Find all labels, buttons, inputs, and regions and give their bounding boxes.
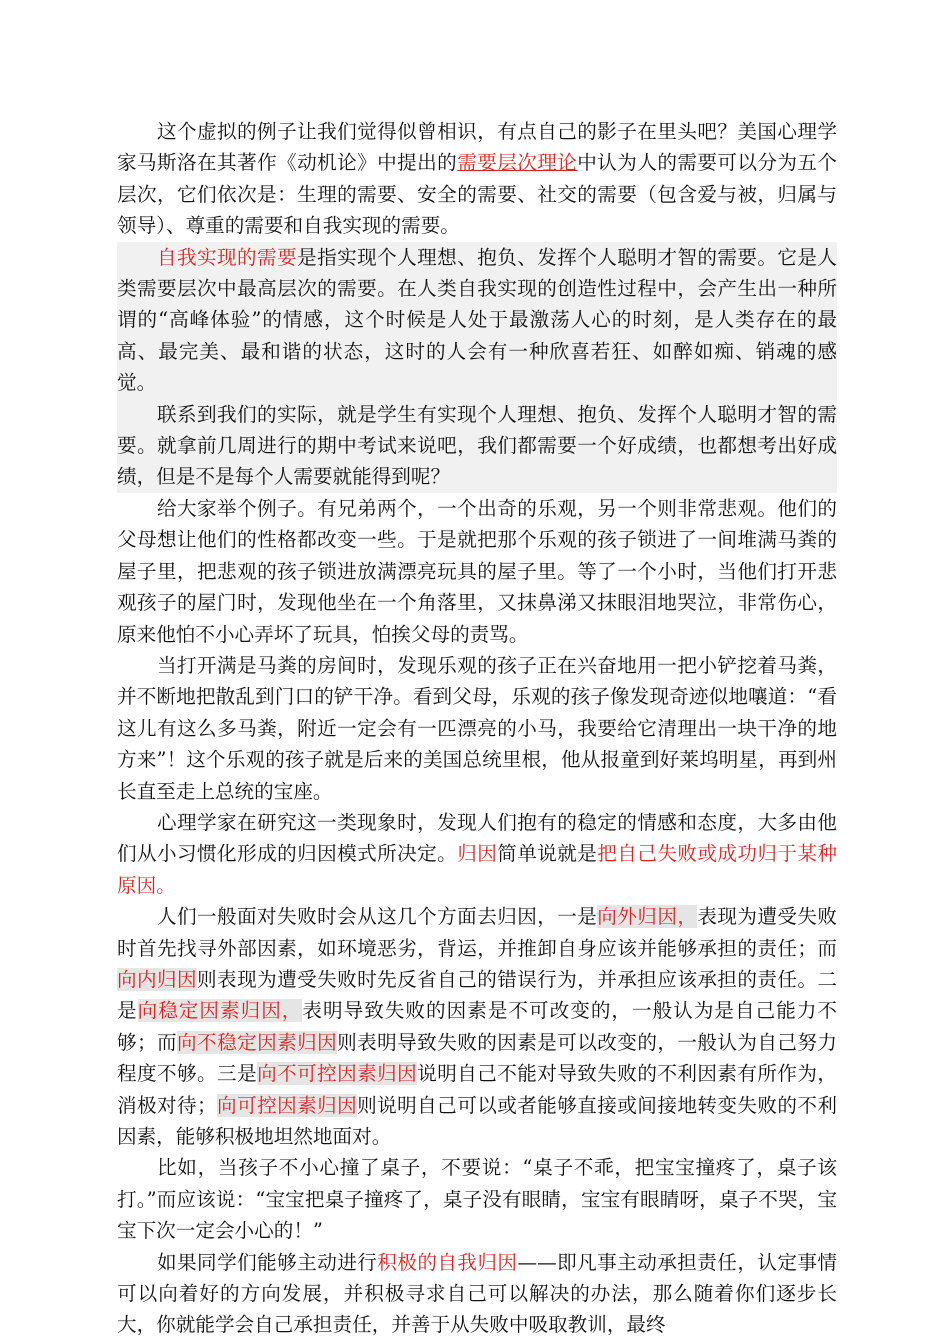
highlighted-term: 自我实现的需要 bbox=[157, 245, 298, 269]
text-run: 是指实现个人理想、抱负、发挥个人聪明才智的需要。它是人类需要层次中最高层次的需要。在人类自我实现的创造性过程中，会产生出一种所谓的“高峰体验”的情感，这个时候是人处于最激荡人心的时刻，是人类存在的最高、最完美、最和谐的状态，这时的人会有一种欣喜若狂、如醉如痴、销魂的感觉。 bbox=[117, 245, 838, 395]
highlighted-term: 向可控因素归因 bbox=[216, 1093, 358, 1117]
highlighted-term: 需要层次理论 bbox=[457, 151, 578, 175]
document-body bbox=[117, 116, 837, 1341]
text-run: 则表明导致失败的因素是可以改变的，一般认为自己努力程度不够。三是 bbox=[117, 1030, 838, 1086]
text-run: 则说明自己可以或者能够直接或间接地转变失败的不利因素，能够积极地坦然地面对。 bbox=[117, 1093, 838, 1148]
paragraph-self-actualization bbox=[117, 242, 837, 399]
text-run: 中认为人的需要可以分为五个层次，它们依次是：生理的需要、安全的需要、社交的需要（包含爱与被，归属与领导）、尊重的需要和自我实现的需要。 bbox=[117, 151, 838, 238]
paragraph-positive-attribution bbox=[117, 1247, 837, 1341]
highlighted-term: 向不可控因素归因 bbox=[257, 1062, 418, 1086]
paragraph-table-example bbox=[117, 1152, 837, 1246]
highlighted-term: 向稳定因素归因， bbox=[137, 999, 303, 1023]
text-run: 如果同学们能够主动进行 bbox=[157, 1250, 378, 1274]
highlighted-term: 积极的自我归因 bbox=[377, 1250, 518, 1274]
paragraph-attribution-types bbox=[117, 901, 837, 1152]
paragraph-attribution-definition bbox=[117, 807, 837, 901]
paragraph-maslow-intro bbox=[117, 116, 837, 242]
text-run: 则表现为遭受失败时先反省自己的错误行为，并承担应该承担的责任。二是 bbox=[117, 967, 837, 1023]
text-run: 心理学家在研究这一类现象时，发现人们抱有的稳定的情感和态度，大多由他们从小习惯化形成的归因模式所决定。 bbox=[117, 810, 837, 866]
text-run: 给大家举个例子。有兄弟两个，一个出奇的乐观，另一个则非常悲观。他们的父母想让他们的性格都改变一些。于是就把那个乐观的孩子锁进了一间堆满马粪的屋子里，把悲观的孩子锁进放满漂亮玩具的屋子里。等了一个小时，当他们打开悲观孩子的屋门时，发现他坐在一个角落里，又抹鼻涕又抹眼泪地哭泣，非常伤心，原来他怕不小心弄坏了玩具，怕挨父母的责骂。 bbox=[117, 496, 837, 646]
paragraph-reagan-story bbox=[117, 650, 837, 807]
text-run: 当打开满是马粪的房间时，发现乐观的孩子正在兴奋地用一把小铲挖着马粪，并不断地把散乱到门口的铲干净。看到父母，乐观的孩子像发现奇迹似地嚷道：“看这儿有这么多马粪，附近一定会有一匹漂亮的小马，我要给它清理出一块干净的地方来”！这个乐观的孩子就是后来的美国总统里根，他从报童到好莱坞明星，再到州长直至走上总统的宝座。 bbox=[117, 653, 837, 803]
highlighted-term: 向外归因， bbox=[597, 905, 698, 929]
paragraph-students-needs bbox=[117, 399, 837, 493]
text-run: 比如，当孩子不小心撞了桌子，不要说：“桌子不乖，把宝宝撞疼了，桌子该打。”而应该说：“宝宝把桌子撞疼了，桌子没有眼睛，宝宝有眼睛呀，桌子不哭，宝宝下次一定会小心的！” bbox=[117, 1156, 837, 1243]
highlighted-term: 向内归因 bbox=[117, 967, 198, 991]
text-run: 表明导致失败的因素是不可改变的，一般认为是自己能力不够；而 bbox=[117, 999, 838, 1054]
text-run: 人们一般面对失败时会从这几个方面去归因，一是 bbox=[157, 905, 598, 929]
text-run: 简单说就是 bbox=[497, 842, 598, 866]
highlighted-term: 向不稳定因素归因 bbox=[177, 1030, 338, 1054]
text-run: ——即凡事主动承担责任，认定事情可以向着好的方向发展，并积极寻求自己可以解决的办法，那么随着你们逐步长大，你就能学会自己承担责任，并善于从失败中吸取教训，最终 bbox=[117, 1250, 838, 1337]
highlighted-term: 把自己失败或成功归于某种原因。 bbox=[117, 842, 838, 897]
text-run: 这个虚拟的例子让我们觉得似曾相识，有点自己的影子在里头吧？美国心理学家马斯洛在其著作《动机论》中提出的 bbox=[117, 120, 837, 175]
paragraph-brothers-example bbox=[117, 493, 837, 650]
text-run: 联系到我们的实际，就是学生有实现个人理想、抱负、发挥个人聪明才智的需要。就拿前几周进行的期中考试来说吧，我们都需要一个好成绩，也都想考出好成绩，但是不是每个人需要就能得到呢？ bbox=[117, 402, 837, 489]
text-run: 说明自己不能对导致失败的不利因素有所作为，消极对待； bbox=[117, 1062, 838, 1117]
text-run: 表现为遭受失败时首先找寻外部因素，如环境恶劣，背运，并推卸自身应该并能够承担的责任；而 bbox=[117, 905, 838, 960]
highlighted-term: 归因 bbox=[457, 842, 498, 866]
